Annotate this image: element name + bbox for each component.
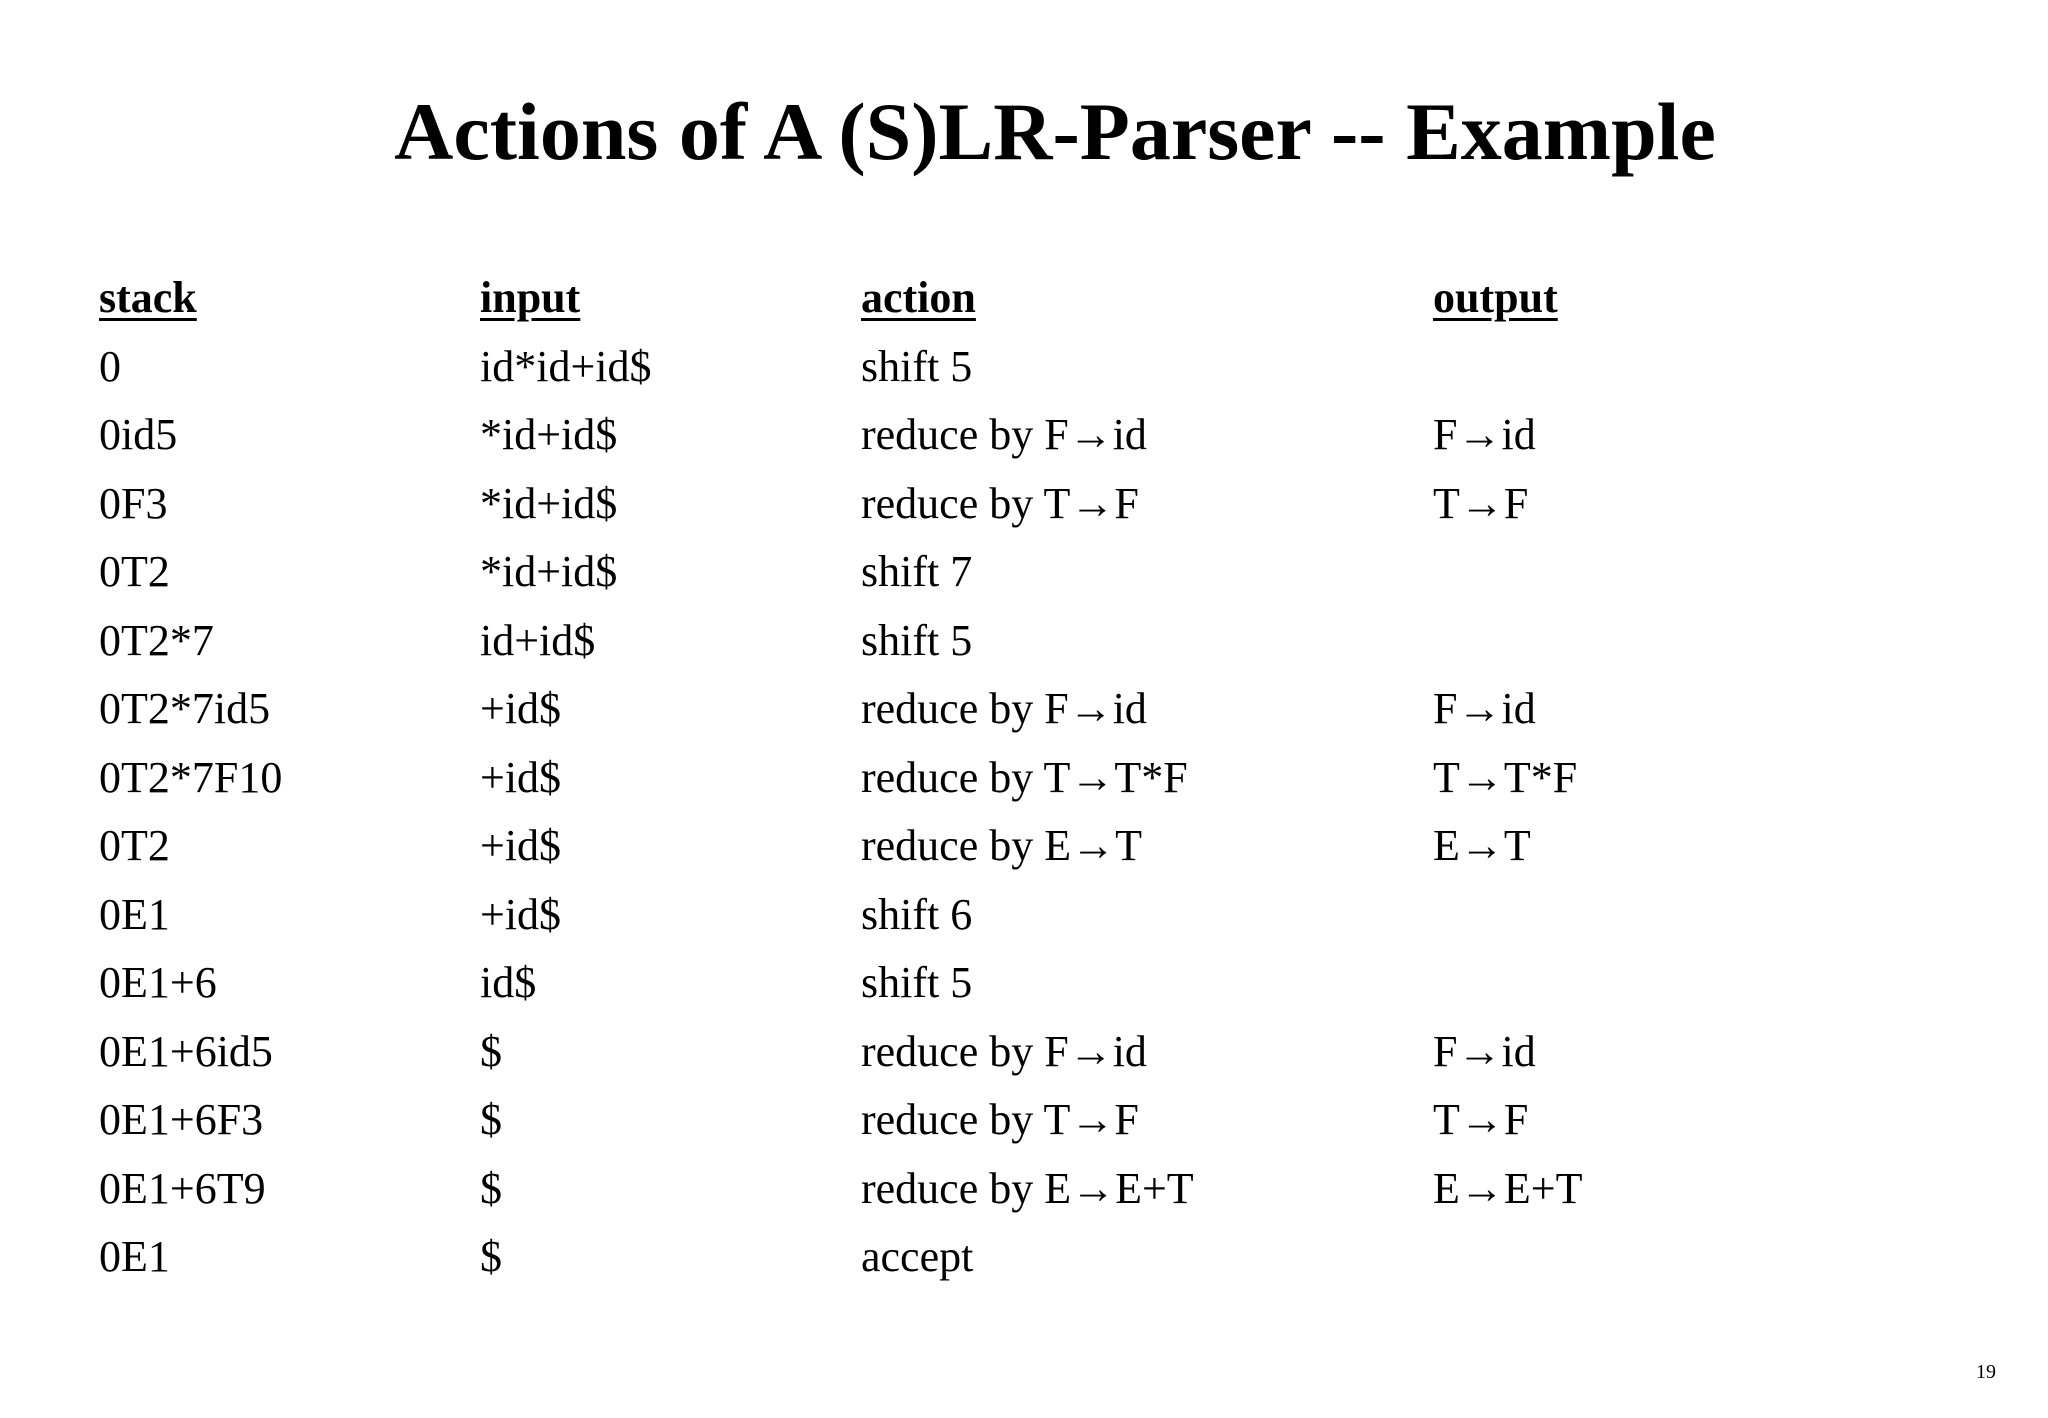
- header-output: output: [1433, 273, 1558, 322]
- input-cell: $: [480, 1026, 502, 1076]
- input-cell: +id$: [480, 821, 562, 870]
- page-number: 19: [1976, 1361, 1996, 1383]
- output-cell: F→id: [1433, 410, 1536, 459]
- output-cell: E→E+T: [1433, 1163, 1583, 1213]
- stack-cell: 0T2*7id5: [99, 684, 271, 733]
- stack-cell: 0E1+6: [99, 958, 217, 1007]
- action-cell: reduce by E→T: [861, 821, 1142, 870]
- action-cell: shift 5: [861, 341, 973, 391]
- action-cell: reduce by T→T*F: [861, 752, 1188, 802]
- stack-cell: 0T2: [99, 821, 170, 870]
- action-cell: reduce by F→id: [861, 1026, 1147, 1076]
- input-cell: $: [480, 1163, 502, 1213]
- input-cell: *id+id$: [480, 478, 618, 528]
- action-cell: reduce by T→F: [861, 478, 1139, 528]
- output-cell: T→F: [1433, 1095, 1529, 1144]
- stack-cell: 0T2: [99, 547, 170, 596]
- header-input: input: [480, 273, 581, 322]
- stack-cell: 0T2*7: [99, 615, 214, 665]
- slide-title: Actions of A (S)LR-Parser -- Example: [394, 86, 1716, 177]
- input-cell: *id+id$: [480, 410, 618, 459]
- stack-cell: 0id5: [99, 410, 178, 459]
- output-cell: T→T*F: [1433, 752, 1578, 802]
- input-cell: id*id+id$: [480, 341, 652, 391]
- header-stack: stack: [99, 273, 197, 322]
- stack-cell: 0E1+6id5: [99, 1026, 273, 1076]
- stack-cell: 0E1+6T9: [99, 1163, 266, 1213]
- stack-cell: 0: [99, 341, 121, 391]
- action-cell: shift 6: [861, 889, 973, 939]
- action-cell: accept: [861, 1232, 974, 1281]
- action-cell: shift 5: [861, 958, 973, 1007]
- input-cell: $: [480, 1232, 502, 1281]
- input-cell: +id$: [480, 889, 562, 939]
- input-cell: id$: [480, 958, 537, 1007]
- input-cell: +id$: [480, 684, 562, 733]
- action-cell: reduce by T→F: [861, 1095, 1139, 1144]
- header-action: action: [861, 273, 976, 322]
- input-cell: *id+id$: [480, 547, 618, 596]
- output-cell: F→id: [1433, 1026, 1536, 1076]
- action-cell: reduce by E→E+T: [861, 1163, 1194, 1213]
- input-cell: $: [480, 1095, 502, 1144]
- action-cell: reduce by F→id: [861, 684, 1147, 733]
- stack-cell: 0E1: [99, 889, 170, 939]
- stack-cell: 0E1: [99, 1232, 170, 1281]
- stack-cell: 0E1+6F3: [99, 1095, 264, 1144]
- input-cell: +id$: [480, 752, 562, 802]
- output-cell: T→F: [1433, 478, 1529, 528]
- action-cell: reduce by F→id: [861, 410, 1147, 459]
- stack-cell: 0F3: [99, 478, 168, 528]
- output-cell: E→T: [1433, 821, 1531, 870]
- output-cell: F→id: [1433, 684, 1536, 733]
- input-cell: id+id$: [480, 615, 596, 665]
- action-cell: shift 5: [861, 615, 973, 665]
- action-cell: shift 7: [861, 547, 973, 596]
- stack-cell: 0T2*7F10: [99, 752, 283, 802]
